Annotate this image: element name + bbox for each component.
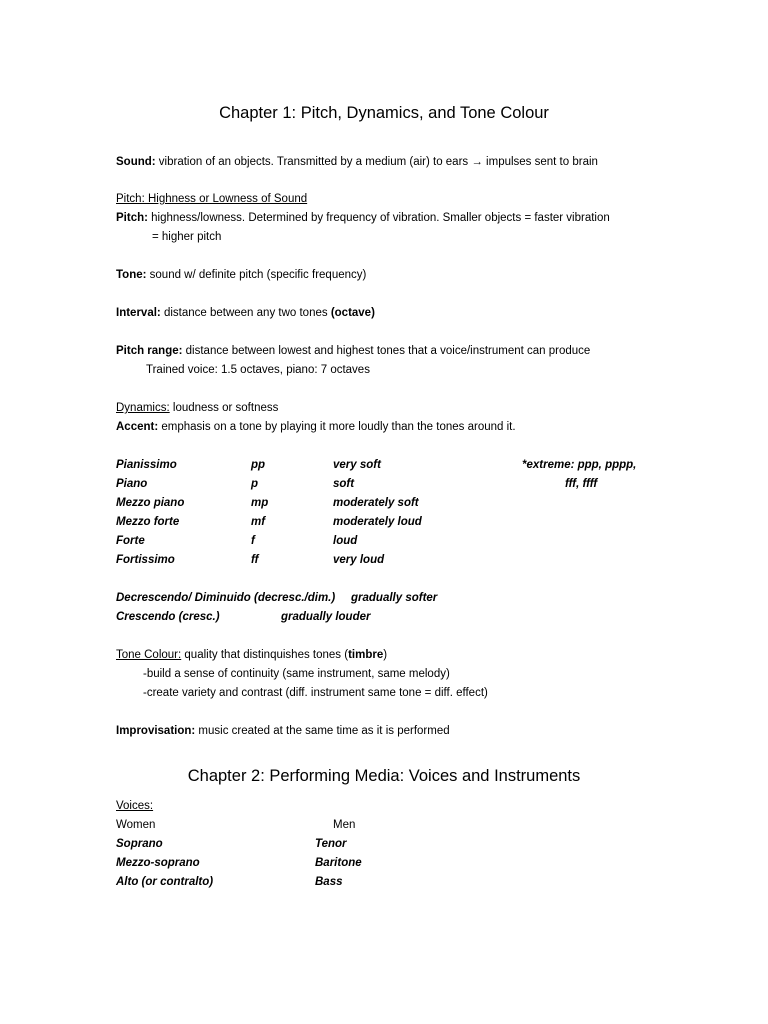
pitch-range-term: Pitch range: — [116, 345, 183, 357]
sound-term: Sound: — [116, 156, 156, 168]
interval-text: distance between any two tones — [160, 307, 331, 319]
tone-colour-definition — [116, 648, 387, 662]
dynamics-text: loudness or softness — [169, 402, 279, 414]
crescendo-term: Crescendo (cresc.) — [116, 611, 220, 623]
extreme-note: *extreme: ppp, pppp, — [522, 459, 637, 471]
men-label: Men — [333, 819, 356, 831]
dynamics-meaning: very soft — [333, 459, 381, 471]
dynamics-name: Forte — [116, 535, 145, 547]
interval-term: Interval: — [116, 307, 161, 319]
men-voice: Bass — [315, 876, 343, 888]
dynamics-abbr: ff — [251, 554, 259, 566]
pitch-term: Pitch: — [116, 212, 148, 224]
crescendo-meaning: gradually louder — [281, 611, 371, 623]
dynamics-meaning: very loud — [333, 554, 385, 566]
dynamics-name: Mezzo piano — [116, 497, 185, 509]
accent-definition — [116, 420, 516, 434]
pitch-range-text: distance between lowest and highest tones that a voice/instrument can produce — [182, 345, 591, 357]
sound-definition — [116, 155, 598, 169]
pitch-continuation: = higher pitch — [152, 231, 222, 243]
chapter2-title: Chapter 2: Performing Media: Voices and Instruments — [187, 767, 581, 785]
dynamics-abbr: mp — [251, 497, 269, 509]
chapter1-title: Chapter 1: Pitch, Dynamics, and Tone Colour — [219, 104, 549, 122]
interval-definition — [116, 306, 375, 320]
dynamics-name: Mezzo forte — [116, 516, 180, 528]
women-voice: Mezzo-soprano — [116, 857, 200, 869]
extreme-note-2: fff, ffff — [565, 478, 598, 490]
tone-colour-text: quality that distinquishes tones — [181, 649, 345, 661]
dynamics-term: Dynamics: — [116, 402, 170, 414]
paren-open: ( — [344, 649, 349, 661]
dynamics-name: Pianissimo — [116, 459, 177, 471]
improvisation-text: music created at the same time as it is performed — [195, 725, 450, 737]
women-voice: Alto (or contralto) — [116, 876, 214, 888]
dynamics-abbr: mf — [251, 516, 266, 528]
pitch-range-definition — [116, 344, 590, 358]
dynamics-meaning: loud — [333, 535, 358, 547]
women-voice: Soprano — [116, 838, 163, 850]
tone-colour-term: Tone Colour: — [116, 649, 182, 661]
accent-text: emphasis on a tone by playing it more loudly than the tones around it. — [158, 421, 516, 433]
dynamics-abbr: f — [251, 535, 255, 547]
decrescendo-meaning: gradually softer — [351, 592, 438, 604]
dynamics-meaning: moderately soft — [333, 497, 419, 509]
tone-text: sound w/ definite pitch (specific frequency) — [146, 269, 367, 281]
improvisation-definition — [116, 724, 450, 738]
accent-term: Accent: — [116, 421, 159, 433]
dynamics-abbr: pp — [251, 459, 266, 471]
arrow-icon: → — [471, 156, 483, 168]
pitch-text: highness/lowness. Determined by frequency of vibration. Smaller objects = faster vibration — [147, 212, 610, 224]
dynamics-name: Piano — [116, 478, 148, 490]
tone-definition — [116, 268, 366, 282]
dynamics-definition — [116, 401, 278, 415]
dynamics-meaning: moderately loud — [333, 516, 422, 528]
paren-close: ) — [383, 649, 388, 661]
pitch-heading: Pitch: Highness or Lowness of Sound — [116, 193, 308, 205]
tone-colour-bullet: -build a sense of continuity (same instrument, same melody) — [143, 668, 450, 680]
tone-term: Tone: — [116, 269, 147, 281]
women-label: Women — [116, 819, 156, 831]
pitch-definition — [116, 211, 610, 225]
pitch-range-continuation: Trained voice: 1.5 octaves, piano: 7 octaves — [146, 364, 370, 376]
interval-paren: (octave) — [330, 307, 375, 319]
dynamics-name: Fortissimo — [116, 554, 175, 566]
voices-heading: Voices: — [116, 800, 154, 812]
decrescendo-term: Decrescendo/ Diminuido (decresc./dim.) — [116, 592, 336, 604]
dynamics-meaning: soft — [333, 478, 355, 490]
men-voice: Baritone — [315, 857, 362, 869]
sound-text-2: impulses sent to brain — [482, 156, 598, 168]
improvisation-term: Improvisation: — [116, 725, 196, 737]
timbre-term: timbre — [348, 649, 384, 661]
sound-text: vibration of an objects. Transmitted by a medium (air) to ears — [155, 156, 472, 168]
dynamics-abbr: p — [251, 478, 259, 490]
tone-colour-bullet: -create variety and contrast (diff. instrument same tone = diff. effect) — [143, 687, 488, 699]
men-voice: Tenor — [315, 838, 347, 850]
